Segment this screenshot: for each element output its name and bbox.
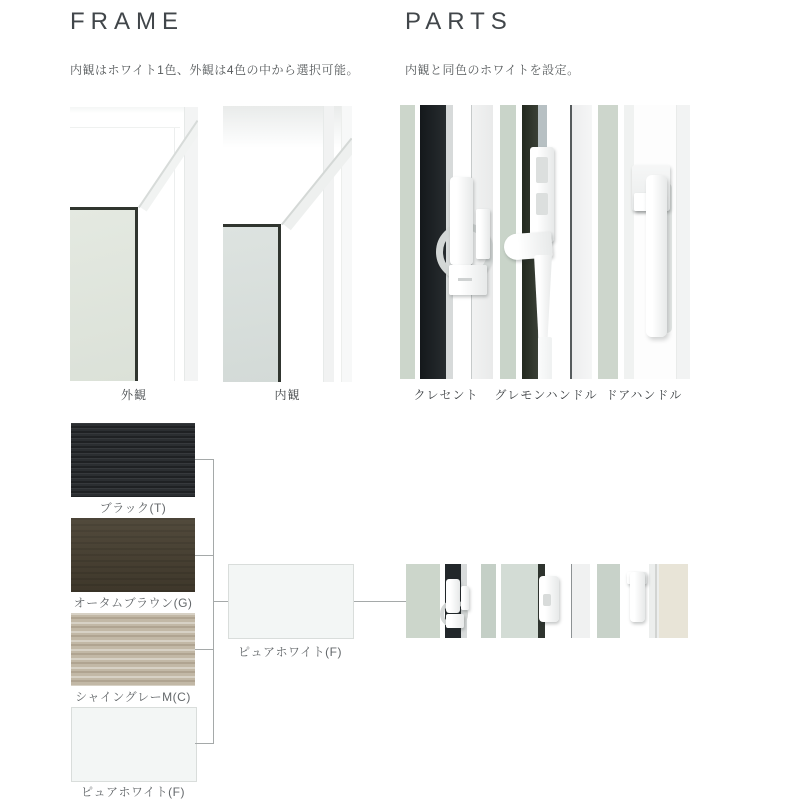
- glass-pane: [223, 224, 281, 382]
- swatch-pure-white: [71, 707, 197, 782]
- lever-notch: [543, 594, 551, 606]
- crescent-keeper: [476, 209, 490, 259]
- glass-stripe: [481, 564, 496, 638]
- swatch-texture: [71, 518, 195, 592]
- swatch-pure-white-label: ピュアホワイト(F): [81, 785, 185, 799]
- glass-stripe: [400, 105, 415, 379]
- parts-section-description: 内観と同色のホワイトを設定。: [405, 63, 580, 77]
- gremon-white-thumb: [481, 564, 590, 638]
- frame-right-band: [323, 106, 334, 382]
- backplate-slot: [536, 193, 548, 215]
- glass-pane: [70, 207, 138, 381]
- frame-stripe: [547, 105, 592, 379]
- frame-section-title: FRAME: [70, 8, 184, 35]
- gremon-backplate: [530, 147, 554, 242]
- glass-stripe: [597, 564, 620, 638]
- wall-stripe: [659, 564, 688, 638]
- handle-grip: [646, 175, 667, 337]
- frame-stripe: [649, 564, 659, 638]
- connector-stub: [195, 649, 213, 650]
- handle-grip: [630, 572, 645, 622]
- frame-outer-edge: [70, 107, 198, 113]
- crescent-lock-photo: [400, 105, 493, 379]
- gremon-handle-label: グレモンハンドル: [494, 388, 598, 402]
- swatch-black-label: ブラック(T): [99, 501, 167, 515]
- frame-stripe: [624, 105, 634, 379]
- interior-frame-photo: [223, 106, 352, 382]
- exterior-view-label: 外観: [120, 388, 147, 402]
- crescent-lever: [446, 579, 460, 613]
- connector-to-interior-swatch: [213, 601, 228, 602]
- gremon-lever: [539, 576, 559, 622]
- crescent-lever: [450, 177, 473, 265]
- glass-stripe: [406, 564, 440, 638]
- backplate-slot: [536, 157, 548, 183]
- door-handle-photo: [598, 105, 690, 379]
- frame-section-description: 内観はホワイト1色、外観は4色の中から選択可能。: [70, 63, 359, 77]
- swatch-shine-grey-label: シャイングレーM(C): [75, 690, 191, 704]
- swatch-autumn-brown-label: オータムブラウン(G): [73, 596, 193, 610]
- connector-to-parts: [352, 601, 406, 602]
- frame-stripe: [620, 564, 626, 638]
- frame-top-line: [70, 127, 180, 128]
- gremon-handle-photo: [500, 105, 592, 379]
- connector-stub: [195, 459, 213, 460]
- gremon-lower-plate: [538, 337, 552, 379]
- swatch-shine-grey: [71, 613, 195, 686]
- interior-view-label: 内観: [274, 388, 301, 402]
- swatch-autumn-brown: [71, 518, 195, 592]
- door-handle-white-thumb: [597, 564, 688, 638]
- crescent-label: クレセント: [413, 388, 479, 402]
- connector-stub: [195, 743, 213, 744]
- parts-section-title: PARTS: [405, 8, 513, 35]
- swatch-texture: [71, 613, 195, 686]
- swatch-black: [71, 423, 195, 497]
- interior-swatch-pure-white: [228, 564, 354, 639]
- crescent-base: [449, 265, 487, 295]
- crescent-base: [446, 614, 464, 628]
- swatch-texture: [71, 423, 195, 497]
- connector-stub: [195, 555, 213, 556]
- glass-stripe: [501, 564, 538, 638]
- crescent-keeper: [461, 586, 469, 610]
- interior-swatch-label: ピュアホワイト(F): [238, 645, 342, 659]
- logo-mark: [458, 278, 472, 281]
- exterior-frame-photo: [70, 107, 198, 381]
- glass-stripe: [598, 105, 618, 379]
- frame-line: [655, 564, 657, 638]
- frame-stripe: [676, 105, 690, 379]
- crescent-white-thumb: [406, 564, 477, 638]
- door-handle-label: ドアハンドル: [605, 388, 683, 402]
